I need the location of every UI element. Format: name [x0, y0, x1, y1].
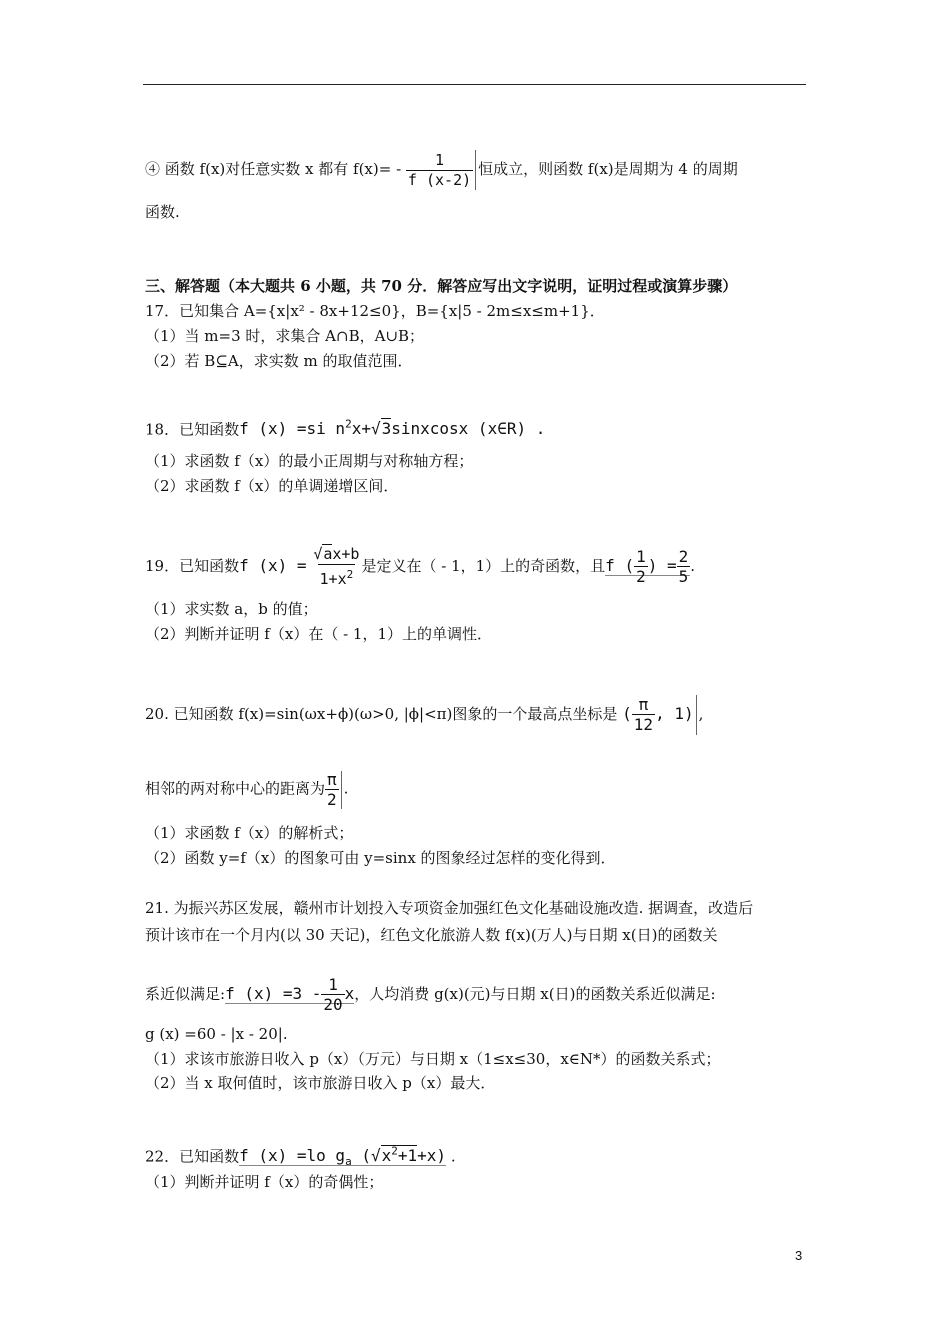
q19-fraction: $\frac{√ax+b}{1+x^2}$	[313, 545, 360, 588]
statement-4-cont: 函数.	[145, 203, 180, 221]
q21-part-2: （2）当 x 取何值时，该市旅游日收入 p（x）最大．	[145, 1074, 496, 1092]
q22-stem: 22．已知函数f (x) =lo $g_a$ $(√x^2+1+x)$ .	[145, 1145, 456, 1169]
q18-part-2: （2）求函数 f（x）的单调递增区间．	[145, 477, 399, 495]
q19-function-label: f (x) =	[239, 556, 307, 575]
q22-formula: f (x) =lo $g_a$ $(√x^2+1+x)$	[239, 1145, 447, 1169]
q21-line-3: 系近似满足:f (x) =3 - $\frac{1}{20}$ x，人均消费 g(x)(元)与日期 x(日)的函数关系近似满足:	[145, 975, 716, 1014]
q20-stem: 20. 已知函数 f(x)=sin(ωx+ϕ)(ω>0, |ϕ|<π)图象的一个最高点坐标是 ( $\frac{\pi}{12}$ , 1) ,	[145, 695, 704, 734]
q19-condition: f ( $\frac{1}{2}$ ) = $\frac{2}{5}$	[605, 547, 689, 586]
q17-part-1: （1）当 m=3 时，求集合 A∩B，A∪B；	[145, 327, 425, 345]
q18-stem: 18．已知函数f (x) =si $n^2x+√3sinxcosx$ (x∈R) .	[145, 418, 546, 439]
q21-tourist-formula: f (x) =3 - $\frac{1}{20}$ x	[225, 975, 355, 1014]
statement-4-text: ④ 函数 f(x)对任意实数 x 都有 f(x)= -	[145, 160, 402, 178]
q18-formula: f (x) =si $n^2x+√3sinxcosx$ (x∈R) .	[239, 418, 546, 439]
q19-stem: 19．已知函数f (x) = $\frac{√ax+b}{1+x^2}$ 是定义在（ - 1，1）上的奇函数，且f ( $\frac{1}{2}$ ) = $\frac{2}{5}$ .	[145, 545, 696, 588]
q20-distance-fraction: $\frac{\pi}{2}$	[327, 770, 337, 809]
q21-line-1: 21. 为振兴苏区发展，赣州市计划投入专项资金加强红色文化基础设施改造. 据调查，改造后	[145, 899, 754, 917]
formula-box-edge	[696, 695, 697, 735]
q21-line-2: 预计该市在一个月内(以 30 天记)，红色文化旅游人数 f(x)(万人)与日期 x(日)的函数关	[145, 926, 718, 944]
q20-part-1: （1）求函数 f（x）的解析式；	[145, 824, 354, 842]
q17-stem: 17．已知集合 A={x|x² - 8x+12≤0}，B={x|5 - 2m≤x≤m+1}．	[145, 302, 605, 320]
q21-part-1: （1）求该市旅游日收入 p（x）（万元）与日期 x（1≤x≤30，x∈N*）的函数关系式；	[145, 1050, 721, 1068]
q20-max-point: ( $\frac{\pi}{12}$ , 1)	[622, 695, 694, 734]
header-rule	[143, 84, 806, 85]
q19-part-2: （2）判断并证明 f（x）在（ - 1，1）上的单调性．	[145, 625, 493, 643]
formula-box-edge	[475, 150, 476, 190]
page-number: 3	[795, 1248, 803, 1263]
statement-4-tail: 恒成立，则函数 f(x)是周期为 4 的周期	[478, 160, 738, 178]
statement-4	[145, 150, 738, 190]
q18-part-1: （1）求函数 f（x）的最小正周期与对称轴方程；	[145, 452, 474, 470]
q22-part-1: （1）判断并证明 f（x）的奇偶性；	[145, 1173, 384, 1191]
q20-line-2: 相邻的两对称中心的距离为 $\frac{\pi}{2}$ .	[145, 770, 349, 809]
section-heading: 三、解答题（本大题共 6 小题，共 70 分．解答应写出文字说明，证明过程或演算步骤）	[145, 277, 738, 295]
q20-part-2: （2）函数 y=f（x）的图象可由 y=sinx 的图象经过怎样的变化得到．	[145, 849, 616, 867]
q17-part-2: （2）若 B⊆A，求实数 m 的取值范围．	[145, 352, 413, 370]
fraction-1-over-fx-2: $\frac{1}{f (x-2)}$	[407, 150, 472, 189]
q19-part-1: （1）求实数 a，b 的值；	[145, 600, 318, 618]
formula-box-edge	[341, 771, 342, 809]
q21-line-4: g (x) =60 - |x - 20|.	[145, 1025, 288, 1043]
